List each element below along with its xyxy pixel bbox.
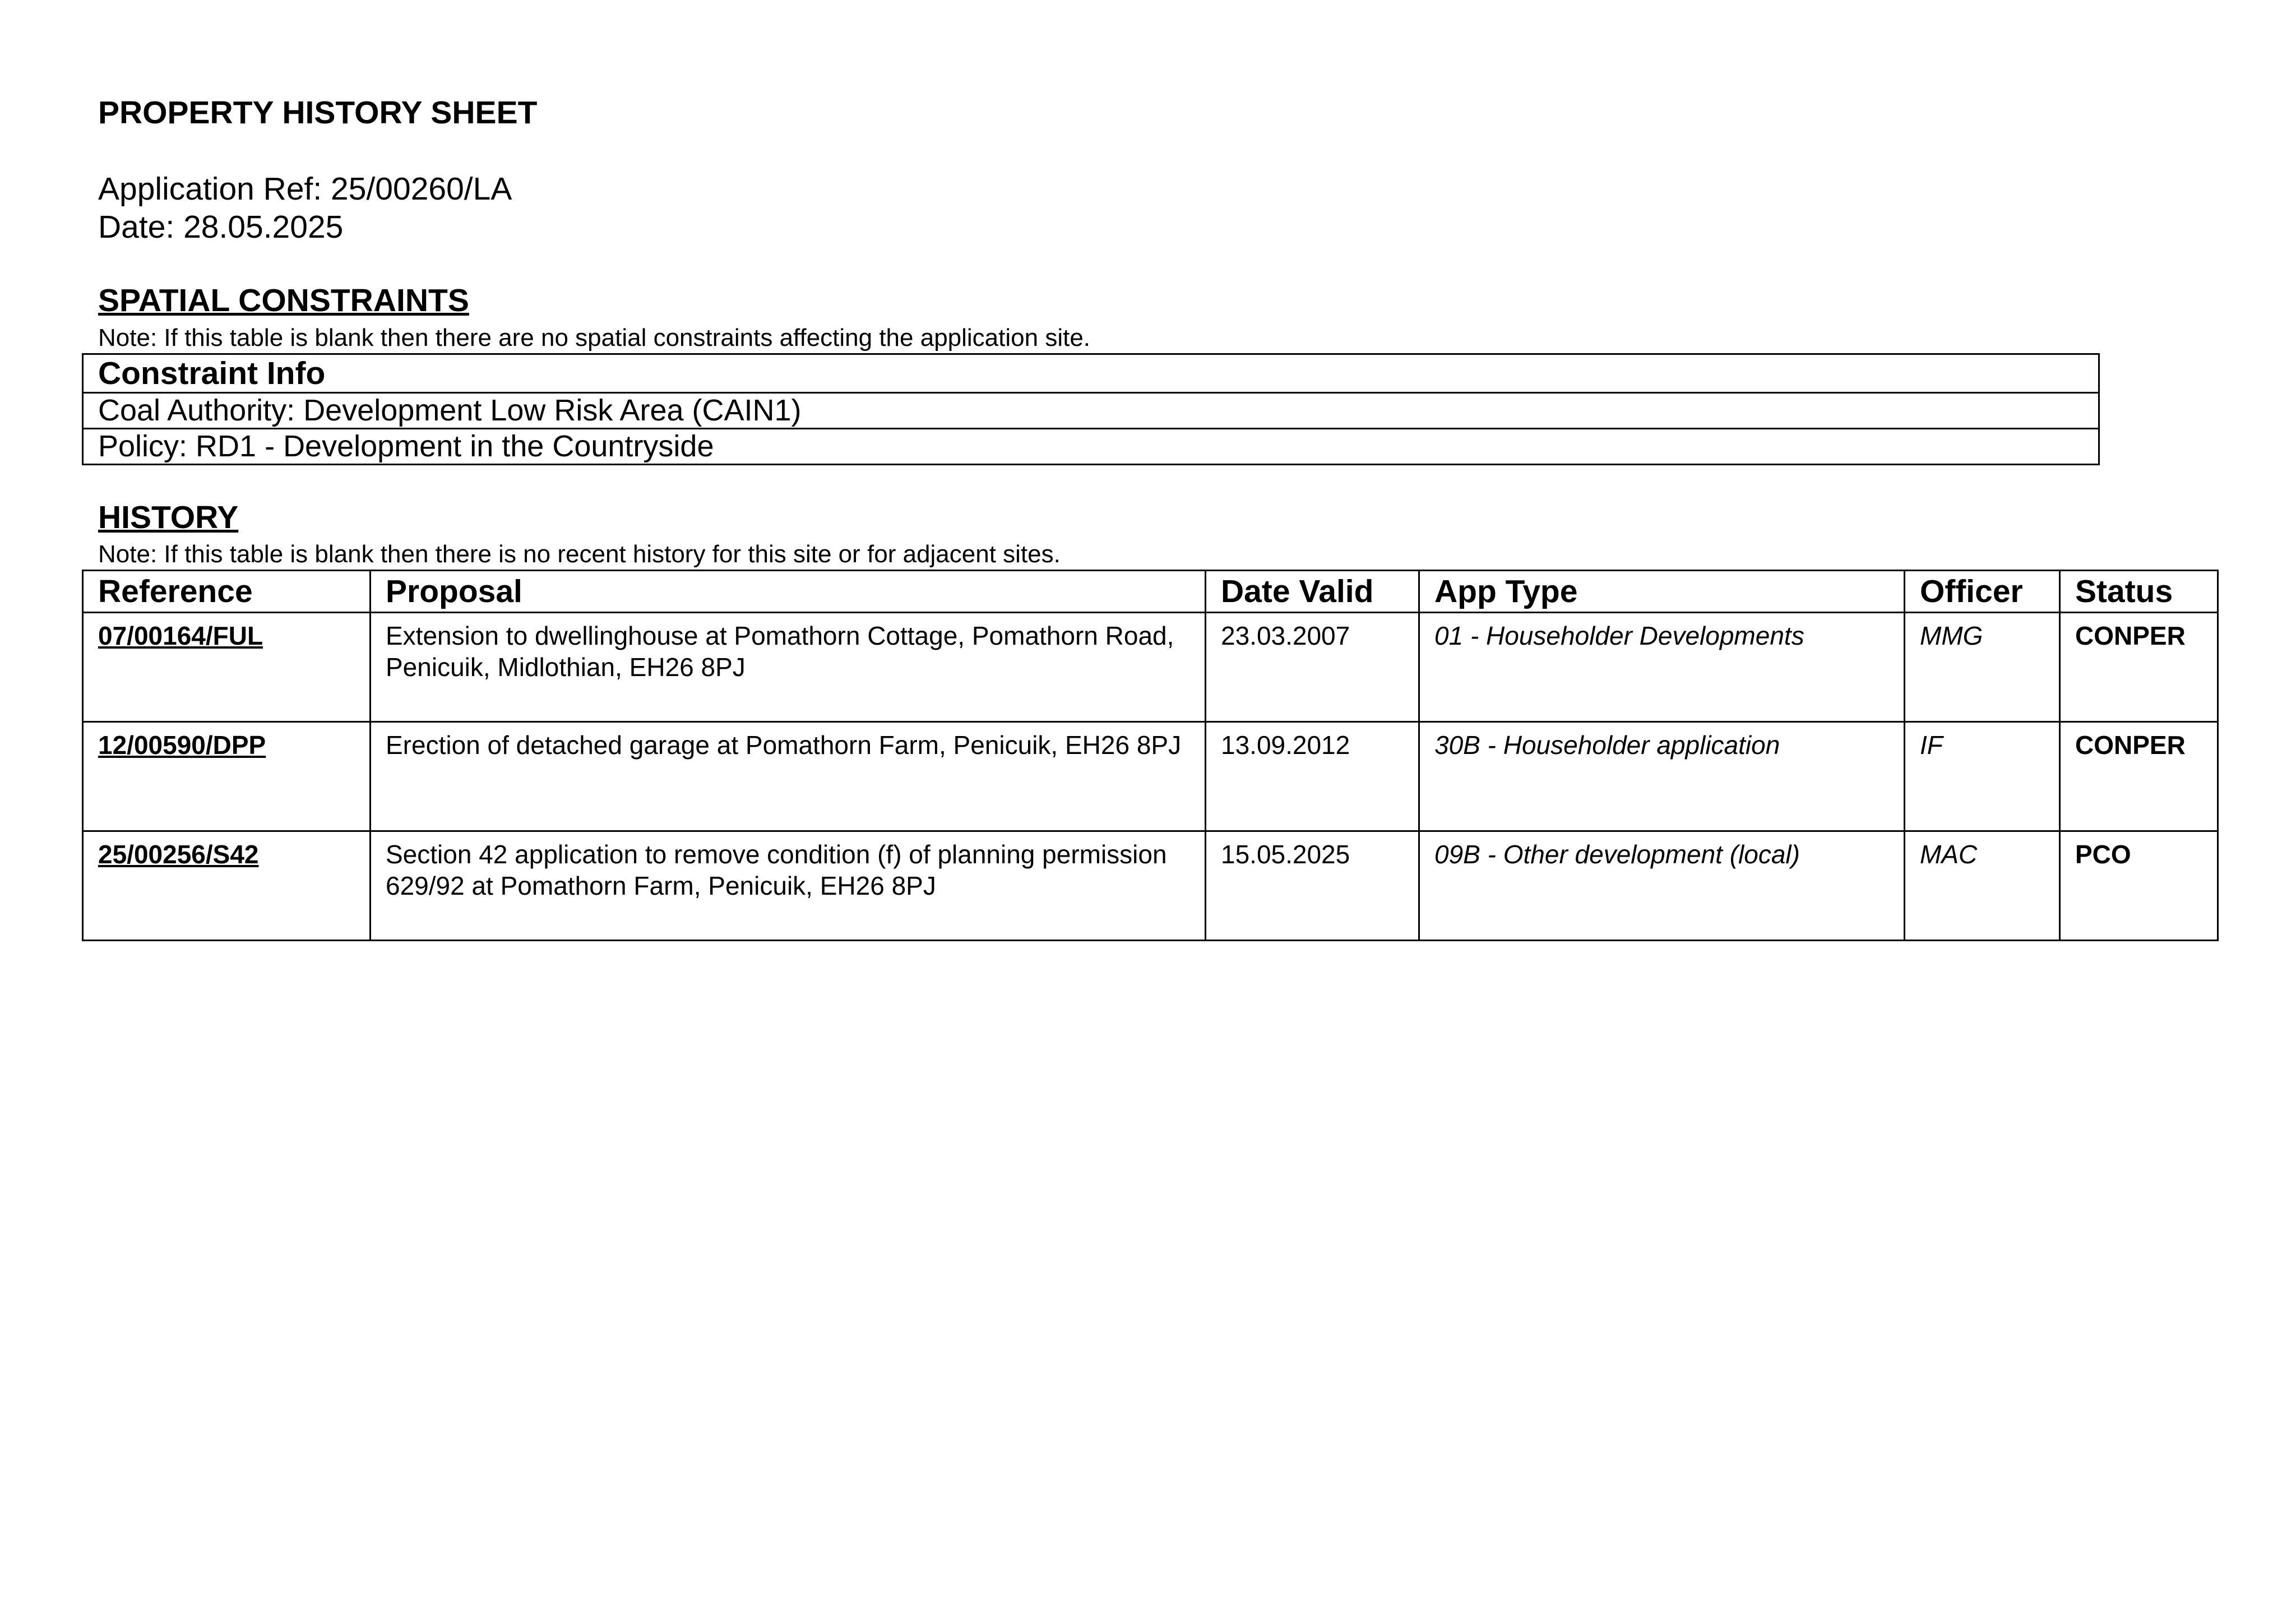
reference-link[interactable]: 12/00590/DPP: [83, 722, 371, 831]
reference-link[interactable]: 07/00164/FUL: [83, 613, 371, 722]
history-header-row: [83, 571, 2218, 613]
constraints-table: [82, 353, 2100, 465]
status-cell: CONPER: [2060, 613, 2218, 722]
history-note: Note: If this table is blank then there is no recent history for this site or for adjacent sites.: [98, 540, 1061, 568]
app-type-cell: 09B - Other development (local): [1419, 831, 1905, 941]
constraint-row: [83, 429, 2099, 465]
app-type-header: App Type: [1419, 571, 1905, 613]
spatial-constraints-heading: SPATIAL CONSTRAINTS: [98, 283, 469, 318]
officer-cell: MAC: [1905, 831, 2060, 941]
proposal-cell: Section 42 application to remove condition (f) of planning permission 629/92 at Pomathorn Farm, Penicuik, EH26 8PJ: [371, 831, 1206, 941]
proposal-cell: Extension to dwellinghouse at Pomathorn Cottage, Pomathorn Road, Penicuik, Midlothian, EH26 8PJ: [371, 613, 1206, 722]
history-heading: HISTORY: [98, 499, 239, 535]
document-date: Date: 28.05.2025: [98, 209, 344, 245]
spatial-constraints-note: Note: If this table is blank then there are no spatial constraints affecting the application site.: [98, 324, 1091, 351]
constraint-row: [83, 393, 2099, 429]
constraint-info-header: Constraint Info: [83, 354, 2099, 393]
reference-link[interactable]: 25/00256/S42: [83, 831, 371, 941]
proposal-header: Proposal: [371, 571, 1206, 613]
constraints-header-row: [83, 354, 2099, 393]
date-valid-cell: 13.09.2012: [1206, 722, 1419, 831]
officer-cell: IF: [1905, 722, 2060, 831]
history-table: [82, 570, 2219, 941]
history-row: [83, 831, 2218, 941]
document-title: PROPERTY HISTORY SHEET: [98, 95, 538, 131]
constraint-cell: Coal Authority: Development Low Risk Area (CAIN1): [83, 393, 2099, 429]
constraint-cell: Policy: RD1 - Development in the Countryside: [83, 429, 2099, 465]
app-type-cell: 01 - Householder Developments: [1419, 613, 1905, 722]
status-cell: PCO: [2060, 831, 2218, 941]
history-row: [83, 722, 2218, 831]
officer-cell: MMG: [1905, 613, 2060, 722]
application-ref: Application Ref: 25/00260/LA: [98, 171, 512, 207]
date-valid-header: Date Valid: [1206, 571, 1419, 613]
app-type-cell: 30B - Householder application: [1419, 722, 1905, 831]
date-valid-cell: 23.03.2007: [1206, 613, 1419, 722]
status-cell: CONPER: [2060, 722, 2218, 831]
history-row: [83, 613, 2218, 722]
proposal-cell: Erection of detached garage at Pomathorn Farm, Penicuik, EH26 8PJ: [371, 722, 1206, 831]
date-valid-cell: 15.05.2025: [1206, 831, 1419, 941]
officer-header: Officer: [1905, 571, 2060, 613]
reference-header: Reference: [83, 571, 371, 613]
status-header: Status: [2060, 571, 2218, 613]
